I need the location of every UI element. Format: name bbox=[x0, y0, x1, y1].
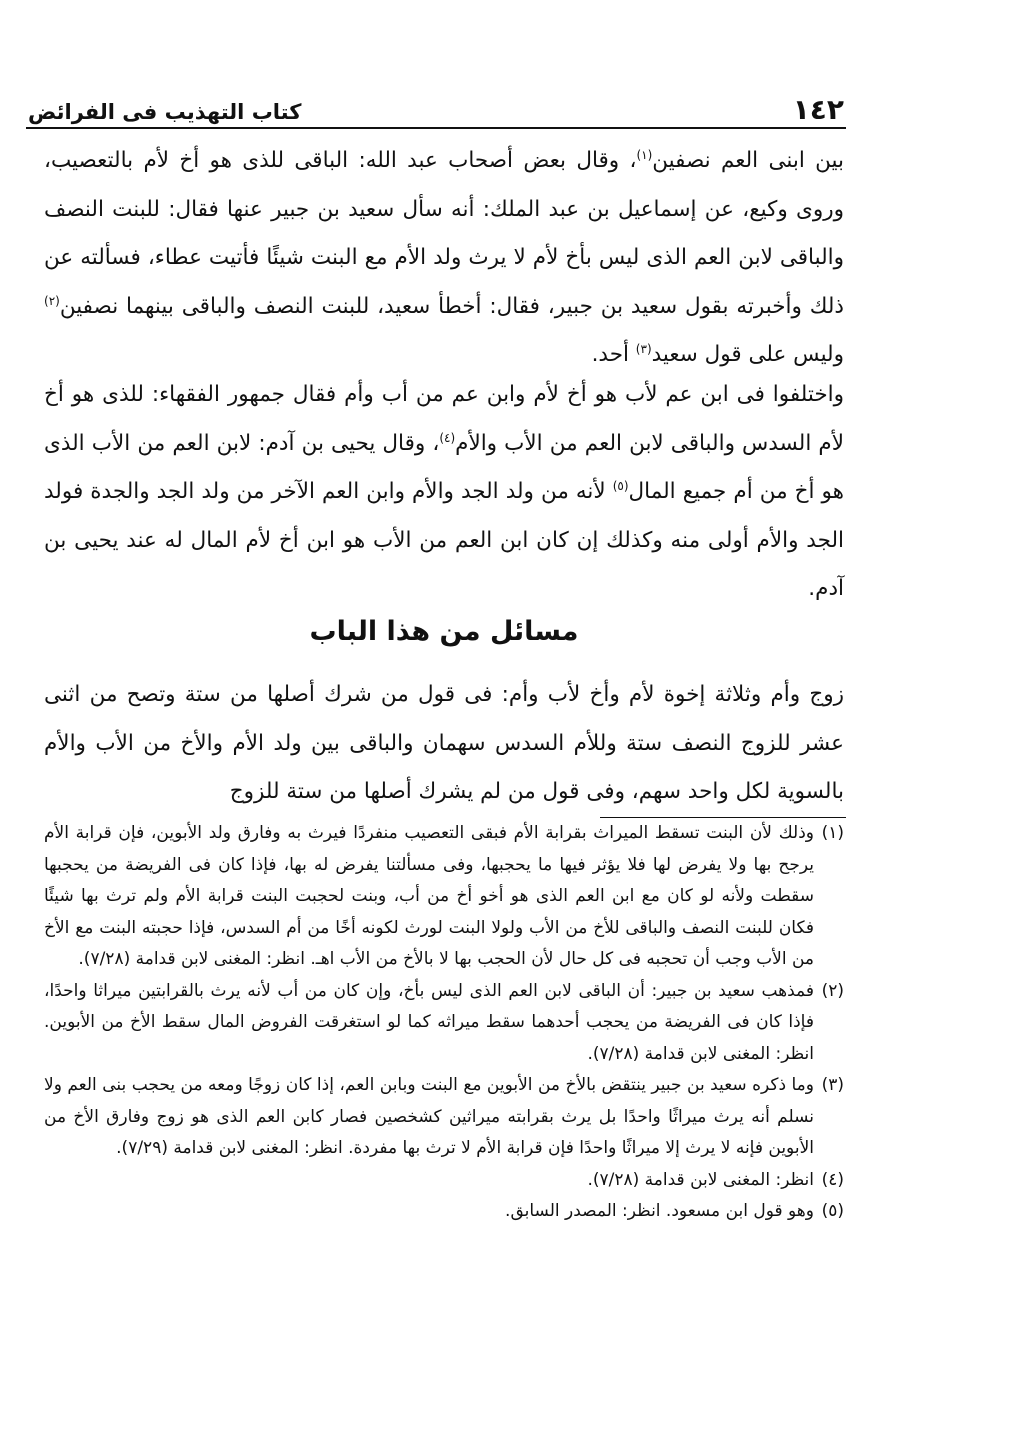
running-title: كتاب التهذيب فى الفرائض bbox=[28, 100, 302, 124]
footnote-ref-1: (١) bbox=[636, 147, 653, 162]
text-run: أحد. bbox=[591, 342, 636, 367]
body-paragraph-2 bbox=[44, 371, 844, 614]
text-run: بين ابنى العم نصفين bbox=[652, 148, 844, 173]
footnote-number: (٤) bbox=[821, 1169, 844, 1190]
footnote-number: (٥) bbox=[821, 1201, 844, 1221]
footnote-text: وذلك لأن البنت تسقط الميراث بقرابة الأم فبقى التعصيب منفردًا فيرث به وفارق ولد الأبوين، فإن قرابة الأم يرجح بها ولا يفرض لها فلا يؤثر فيها ما يحجبها، وفى مسألتنا يفرض له بها، فإذا كان فى الفريضة من يحجبها سقطت ولأنه لو كان مع ابن العم الذى هو أخو أخ من أب، وبنت لحجبت البنت قرابة الأم ولم ترث بها شيئًا فكان للبنت النصف والباقى للأخ من الأب ولولا البنت لورث لكونه أخًا من أم السدس، فإذا حجبته البنت مع الأخ من الأب وجب أن تحجبه فى كل حال لأن الحجب بها لا بالأخ من الأب اهـ. انظر: المغنى لابن قدامة (٧/٢٨). bbox=[44, 823, 814, 969]
text-run: ، وقال بعض أصحاب عبد الله: الباقى للذى هو أخ لأم بالتعصيب، وروى وكيع، عن إسماعيل بن عبد الملك: أنه سأل سعيد بن جبير عنها فقال: للبنت النصف والباقى لابن العم الذى ليس بأخ لأم لا يرث ولد الأم مع البنت شيئًا فأتيت عطاء، فسألته عن ذلك وأخبرته بقول سعيد بن جبير، فقال: أخطأ سعيد، للبنت النصف والباقى بينهما نصفين bbox=[44, 148, 844, 319]
page-header bbox=[28, 86, 844, 126]
footnote-item bbox=[44, 818, 844, 976]
footnote-text: وما ذكره سعيد بن جبير ينتقض بالأخ من الأبوين مع البنت وبابن العم، إذا كان زوجًا ومعه من يحجب بنى العم ولا نسلم أنه يرث ميراثًا واحدًا بل يرث بقرابته ميراثين كشخصين فصار كابن العم الذى هو زوج وفارق الأخ من الأبوين فإنه لا يرث إلا ميراثًا واحدًا فإن قرابة الأم لا ترث بها مفردة. انظر: المغنى لابن قدامة (٧/٢٩). bbox=[44, 1075, 814, 1158]
body-paragraph-3 bbox=[44, 671, 844, 817]
body-paragraph-1 bbox=[44, 137, 844, 380]
text-run: وليس على قول سعيد bbox=[651, 342, 844, 367]
footnote-text: انظر: المغنى لابن قدامة (٧/٢٨). bbox=[587, 1169, 814, 1190]
footnote-ref-5: (٥) bbox=[612, 478, 629, 493]
footnote-item bbox=[44, 1165, 844, 1197]
footnote-ref-4: (٤) bbox=[439, 430, 456, 445]
text-run: لأنه من ولد الجد والأم وابن العم الآخر من ولد الجد والجدة فولد الجد والأم أولى منه وكذلك إن كان ابن العم من الأب هو ابن أخ لأم المال له عند يحيى بن آدم. bbox=[44, 479, 844, 601]
footnote-text: وهو قول ابن مسعود. انظر: المصدر السابق. bbox=[505, 1201, 814, 1221]
footnote-number: (١) bbox=[821, 823, 844, 843]
footnote-number: (٢) bbox=[821, 980, 844, 1001]
footnote-item bbox=[44, 976, 844, 1071]
text-run: ، وقال يحيى بن آدم: لابن العم من الأب الذى هو أخ من أم جميع المال bbox=[44, 430, 844, 504]
footnote-text: فمذهب سعيد بن جبير: أن الباقى لابن العم الذى ليس بأخ، وإن كان من أب لأنه يرث بالقرابتين ميراثا واحدًا، فإذا كان فى الفريضة من يحجب أحدهما سقط ميراثه كما لو استغرقت الفروض المال سقط الأخ من الأبوين. انظر: المغنى لابن قدامة (٧/٢٨). bbox=[44, 980, 814, 1064]
footnote-number: (٣) bbox=[821, 1075, 844, 1095]
page-number: ١٤٢ bbox=[792, 93, 844, 126]
footnote-ref-3: (٣) bbox=[635, 341, 652, 356]
footnote-item bbox=[44, 1070, 844, 1165]
footnote-ref-2: (٢) bbox=[44, 293, 60, 308]
footnote-item bbox=[44, 1196, 844, 1228]
header-rule bbox=[26, 127, 846, 129]
text-run: زوج وأم وثلاثة إخوة لأم وأخ لأب وأم: فى قول من شرك أصلها من ستة وتصح من اثنى عشر للزوج النصف ستة وللأم السدس سهمان والباقى بين ولد الأم والأخ من الأب والأم بالسوية لكل واحد سهم، وفى قول من لم يشرك أصلها من ستة للزوج bbox=[44, 682, 844, 804]
footnotes-list bbox=[44, 818, 844, 1228]
section-heading: مسائل من هذا الباب bbox=[309, 616, 579, 647]
text-run: واختلفوا فى ابن عم لأب هو أخ لأم وابن عم من أب وأم فقال جمهور الفقهاء: للذى هو أخ لأم السدس والباقى لابن العم من الأب والأم bbox=[44, 382, 844, 456]
